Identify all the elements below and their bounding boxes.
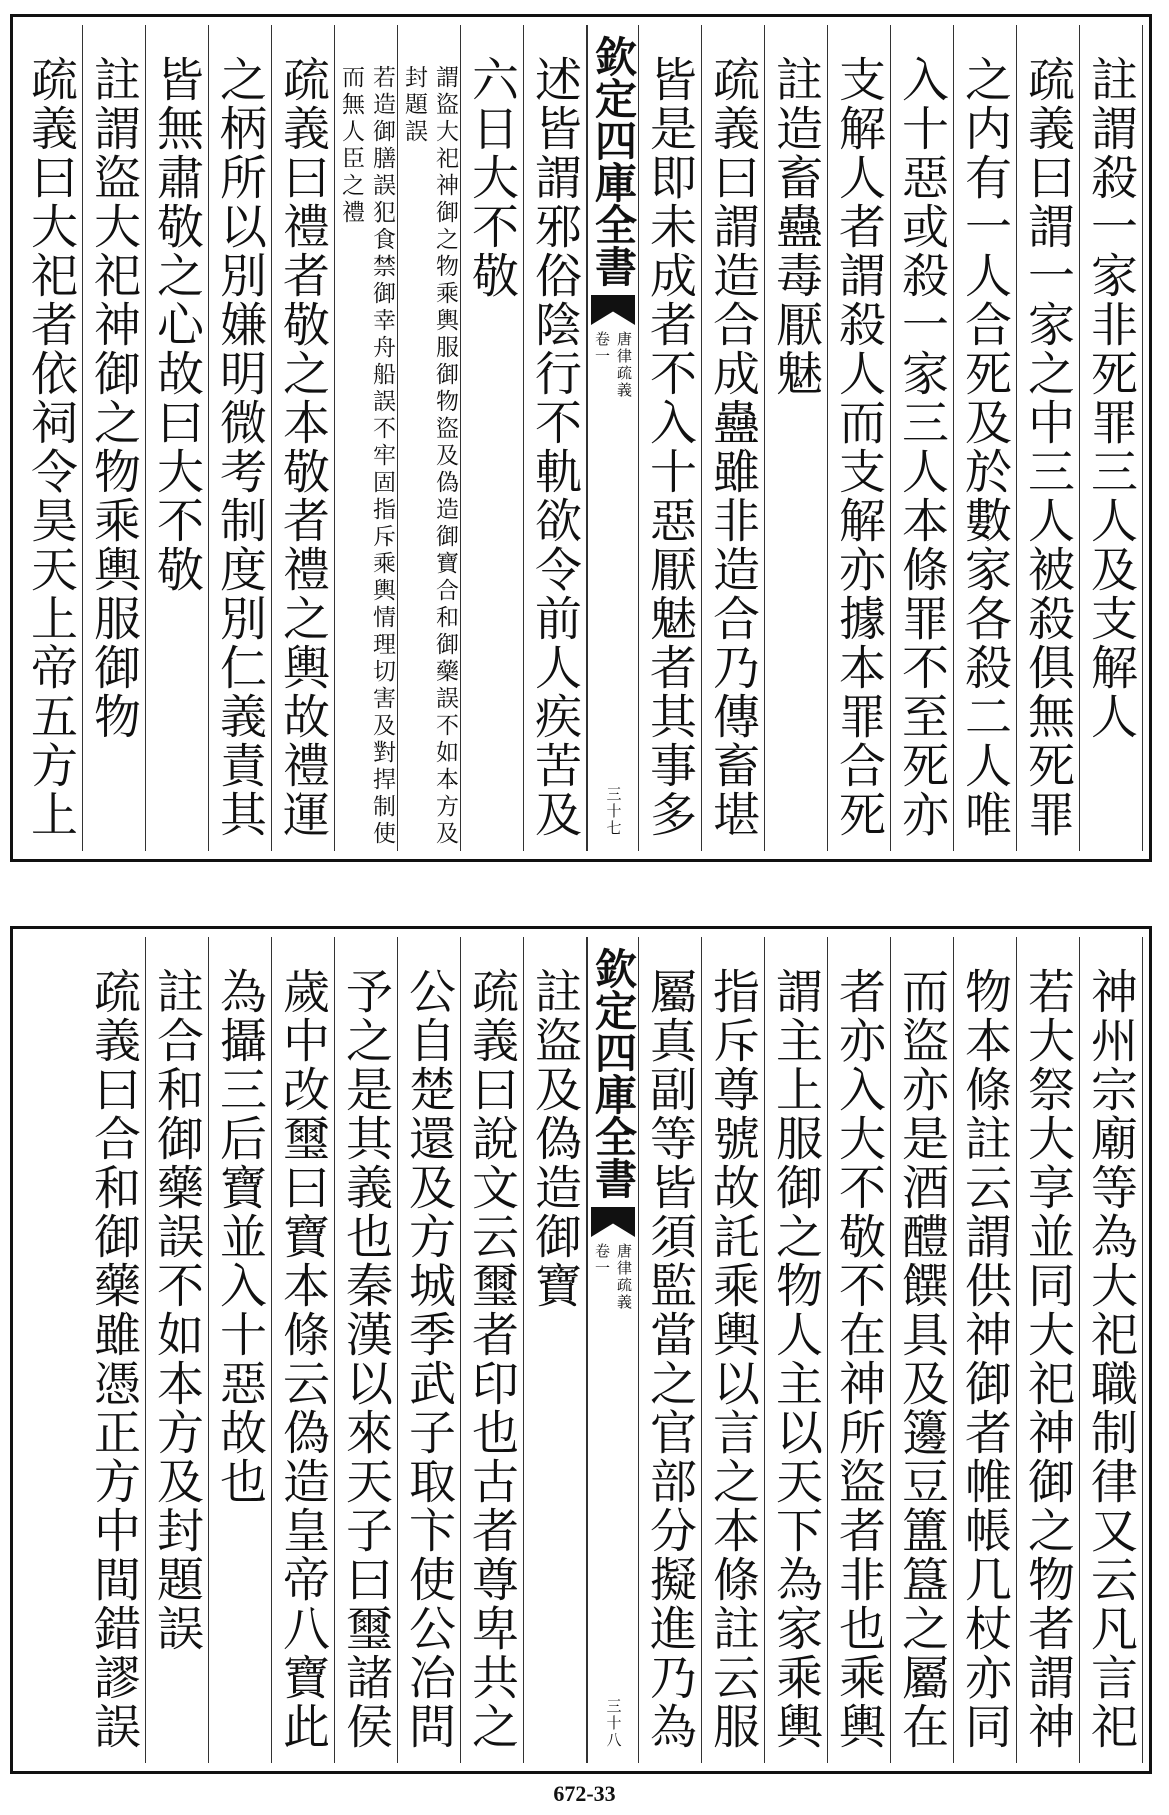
top-page [10,14,1152,862]
text-column: 入十惡或殺一家三人本條罪不至死亦 [891,25,954,851]
collection-title: 欽定四庫全書 [589,947,638,1199]
bottom-page [10,926,1152,1774]
book-title: 唐律疏義 [615,1243,633,1311]
fish-tail-ornament [591,295,635,325]
text-column: 述皆謂邪俗陰行不軌欲令前人疾苦及 [524,25,587,851]
text-column: 之内有一人合死及於數家各殺二人唯 [954,25,1017,851]
book-info [593,1243,633,1311]
text-column: 歲中改璽曰寶本條云偽造皇帝八寶此 [272,937,335,1763]
text-column: 為攝三后寶並入十惡故也 [209,937,272,1763]
volume-label: 卷一 [593,1243,611,1277]
text-column: 皆是即未成者不入十惡厭魅者其事多 [639,25,702,851]
text-column: 若大祭大享並同大祀神御之物者謂神 [1017,937,1080,1763]
text-column: 註合和御藥誤不如本方及封題誤 [146,937,209,1763]
text-column: 註盜及偽造御寶 [524,937,587,1763]
book-title: 唐律疏義 [615,331,633,399]
book-info [593,331,633,399]
text-column: 而盜亦是酒醴饌具及籩豆簠簋之屬在 [891,937,954,1763]
folio-number: 三十八 [604,1698,623,1749]
fold-margin [587,25,639,851]
text-column: 疏義曰說文云璽者印也古者尊卑共之 [461,937,524,1763]
text-column: 註造畜蠱毒厭魅 [765,25,828,851]
text-column: 疏義曰謂造合成蠱雖非造合乃傳畜堪 [702,25,765,851]
fold-margin [587,937,639,1763]
annotation-column: 若造御膳誤犯食禁御幸舟船誤不牢固指斥乘輿情理切害及對捍制使而無人臣之禮 [335,25,398,851]
text-column: 公自楚還及方城季武子取卞使公冶問 [398,937,461,1763]
text-column: 疏義曰合和御藥雖憑正方中間錯謬誤 [83,937,146,1763]
text-column: 者亦入大不敬不在神所盜者非也乘輿 [828,937,891,1763]
folio-number: 三十七 [604,786,623,837]
text-column: 屬真副等皆須監當之官部分擬進乃為 [639,937,702,1763]
text-column: 謂主上服御之物人主以天下為家乘輿 [765,937,828,1763]
collection-title: 欽定四庫全書 [589,35,638,287]
text-column: 疏義曰謂一家之中三人被殺俱無死罪 [1017,25,1080,851]
text-column: 註謂盜大祀神御之物乘輿服御物 [83,25,146,851]
text-column: 疏義曰大祀者依祠令昊天上帝五方上 [20,25,83,851]
page-number: 672-33 [553,1781,616,1806]
annotation-column: 謂盜大祀神御之物乘輿服御物盜及偽造御寶合和御藥誤不如本方及封題誤 [398,25,461,851]
text-column: 物本條註云謂供神御者帷帳几杖亦同 [954,937,1017,1763]
text-column: 予之是其義也秦漢以來天子曰璽諸侯 [335,937,398,1763]
text-column: 六日大不敬 [461,25,524,851]
text-column: 皆無肅敬之心故曰大不敬 [146,25,209,851]
text-column: 指斥尊號故託乘輿以言之本條註云服 [702,937,765,1763]
text-column: 神州宗廟等為大祀職制律又云凡言祀 [1080,937,1143,1763]
text-column: 疏義曰禮者敬之本敬者禮之輿故禮運 [272,25,335,851]
volume-label: 卷一 [593,331,611,365]
fish-tail-ornament [591,1207,635,1237]
text-column: 註謂殺一家非死罪三人及支解人 [1080,25,1143,851]
text-column: 支解人者謂殺人而支解亦據本罪合死 [828,25,891,851]
text-column: 之柄所以別嫌明微考制度別仁義責其 [209,25,272,851]
